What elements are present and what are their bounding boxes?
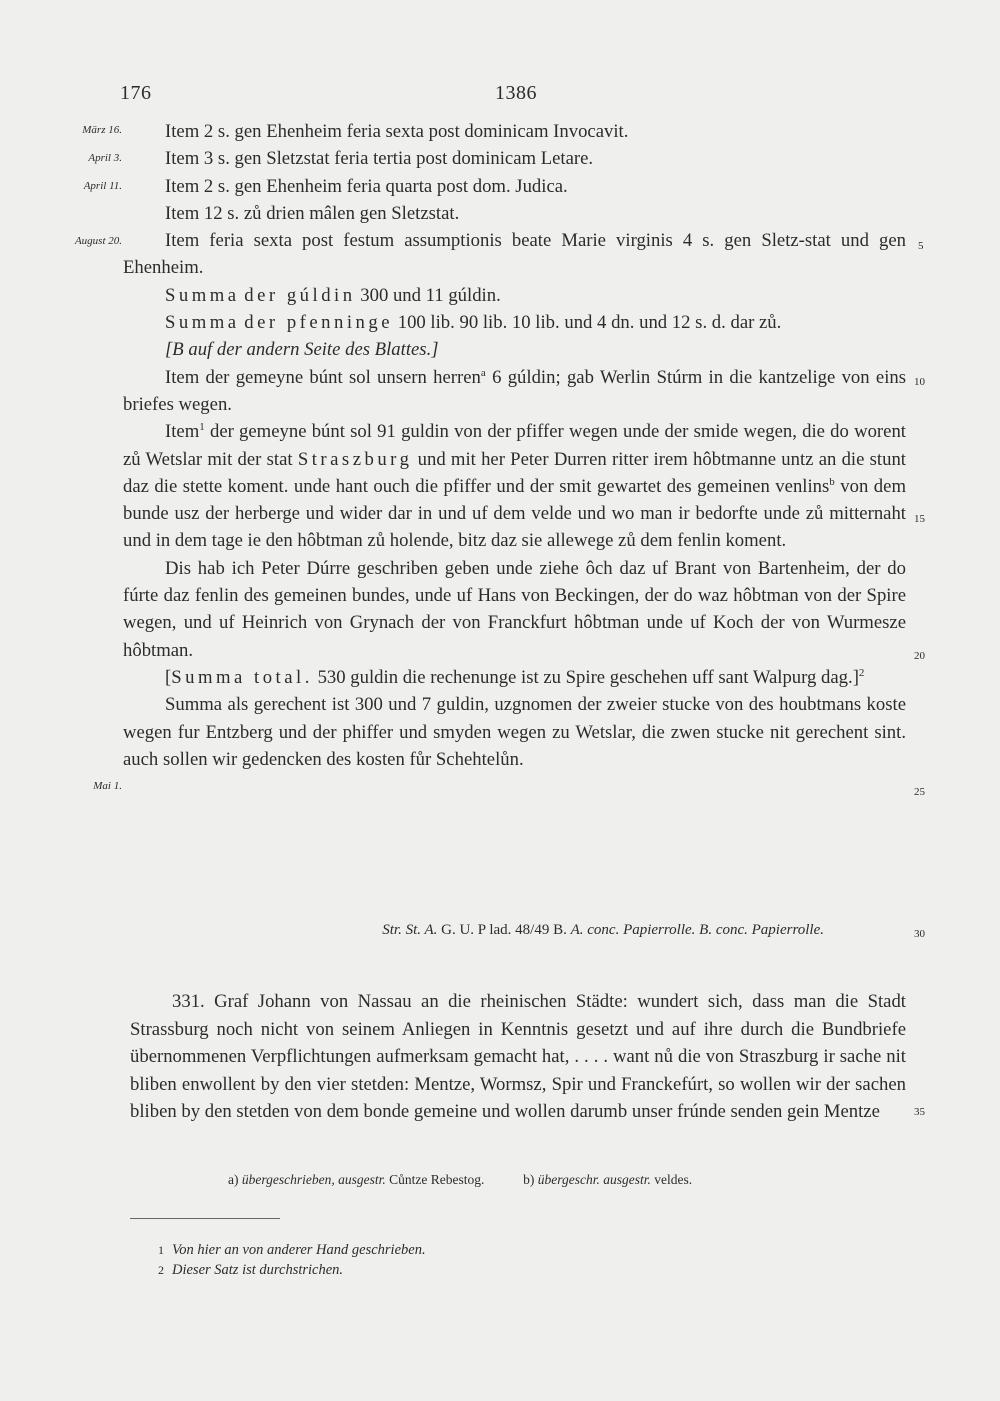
- margin-date: April 3.: [88, 152, 122, 164]
- city-name: Straszburg: [297, 448, 413, 470]
- footnote-divider: [130, 1218, 280, 1219]
- footnote-text: Von hier an von anderer Hand geschrieben.: [172, 1242, 426, 1258]
- note-ref: 1: [199, 421, 205, 434]
- archive-abbrev: Str. St. A.: [382, 922, 438, 938]
- note-text: Cůntze Rebestog.: [389, 1172, 485, 1187]
- year-heading: 1386: [495, 82, 537, 104]
- line-number: 5: [918, 240, 924, 252]
- note-text: veldes.: [654, 1172, 693, 1187]
- entry-text: Graf Johann von Nassau an die rheinischen Städte: wundert sich, dass man die Stadt Strassburg noch nicht von seinem Anliegen in Kenntnis gesetzt und auf ihre durch die Bundbriefe übernommenen Verpflichtungen aufmerksam gemacht hat, . . . . want nů die von Straszburg ir sache nit bliben enwollent by den vier stetden: Mentze, Wormsz, Spir und Franckefúrt, so wollen wir der sachen bliben by den stetden von dem bonde gemeine und wollen darumb unser frúnde senden gein Mentze: [130, 991, 906, 1122]
- guldin-amount: 300 und 11 gúldin.: [360, 284, 501, 306]
- entry-paragraph: [130, 988, 906, 1126]
- paragraph: [123, 664, 906, 691]
- editorial-bracket: [B auf der andern Seite des Blattes.]: [165, 339, 439, 361]
- summa-pfenninge: [123, 309, 906, 336]
- item-line: Item 2 s. gen Ehenheim feria sexta post dominicam Invocavit.: [165, 121, 629, 142]
- footnote: [158, 1260, 426, 1280]
- text-run: und mit her Peter Durren ritter irem hôbtmanne untz an die stunt daz die stette koment. unde hant ouch die pfiffer und der smit gewartet des gemeinen venlins: [123, 448, 906, 497]
- summa-total: Summa total.: [171, 666, 313, 688]
- note-ref: b: [829, 475, 835, 488]
- footnotes: [158, 1240, 426, 1280]
- main-text: [123, 118, 906, 773]
- entry-number: 331.: [172, 991, 205, 1012]
- page-number: 176: [120, 82, 152, 104]
- paragraph: [123, 418, 906, 554]
- pfenninge-word: der pfenninge: [244, 312, 394, 334]
- textual-notes: [228, 1172, 692, 1188]
- summa-guldin: [123, 282, 906, 309]
- note-label: b): [523, 1172, 535, 1187]
- margin-date: August 20.: [74, 235, 122, 247]
- footnote-number: 1: [158, 1243, 164, 1257]
- archive-shelfmark: G. U. P lad. 48/49 B.: [437, 922, 571, 938]
- text-run: Item der gemeyne búnt sol unsern herren: [165, 366, 481, 388]
- footnote-text: Dieser Satz ist durchstrichen.: [172, 1262, 344, 1278]
- line-number: 15: [914, 513, 925, 525]
- note-ref: a: [480, 366, 486, 379]
- summa-word: Summa: [165, 284, 240, 306]
- margin-date: Mai 1.: [93, 780, 122, 792]
- footnote: [158, 1240, 426, 1260]
- line-number: 20: [914, 650, 925, 662]
- item-line: Item feria sexta post festum assumptionis beate Marie virginis 4 s. gen Sletz-stat und gen Ehenheim.: [123, 230, 906, 279]
- text-run: der gemeyne búnt sol 91 guldin von der pfiffer wegen unde der smide wegen, die do worent zů Wetslar mit der stat: [123, 421, 906, 470]
- note-italic: übergeschrieben, ausgestr.: [241, 1172, 386, 1187]
- line-number: 35: [914, 1106, 925, 1118]
- note-italic: übergeschr. ausgestr.: [537, 1172, 651, 1187]
- margin-date: April 11.: [83, 180, 122, 192]
- paragraph: Summa als gerechent ist 300 und 7 guldin, uzgnomen der zweier stucke von des houbtmans koste wegen fur Entzberg und der phiffer und smyden wegen zu Wetslar, die zwen stucke nit gerechent sint. auch sollen wir gedencken des kosten fůr Schehtelůn.: [123, 694, 906, 770]
- archive-description: A. conc. Papierrolle. B. conc. Papierrolle.: [570, 922, 824, 938]
- pfenninge-amount: 100 lib. 90 lib. 10 lib. und 4 dn. und 12 s. d. dar zů.: [397, 312, 782, 334]
- source-citation: [123, 922, 906, 939]
- item-line: Item 3 s. gen Sletzstat feria tertia post dominicam Letare.: [165, 148, 594, 170]
- paragraph: Dis hab ich Peter Dúrre geschriben geben unde ziehe ôch daz uf Brant von Bartenheim, der do fúrte daz fenlin des gemeinen bundes, unde uf Hans von Beckingen, der do waz hôbtman von der Spire wegen, und uf Heinrich von Grynach der von Franckfurt hôbtman unde uf Koch der von Wurmesze hôbtman.: [123, 557, 906, 661]
- line-number: 10: [914, 376, 925, 388]
- entry-331: [130, 988, 906, 1126]
- margin-date: März 16.: [82, 124, 122, 136]
- item-line: Item 2 s. gen Ehenheim feria quarta post dom. Judica.: [165, 175, 568, 197]
- item-line: Item 12 s. zů drien mâlen gen Sletzstat.: [165, 202, 460, 224]
- line-number: 30: [914, 928, 925, 940]
- footnote-number: 2: [158, 1263, 164, 1277]
- note-ref: 2: [858, 666, 865, 679]
- text-run: von dem bunde usz der herberge und wider dar in und uf dem velde und wo man ir bedorfte unde zů mitternaht und in dem tage ie den hôbtman zů holende, bitz daz sie allewege zů dem fenlin koment.: [123, 475, 906, 552]
- text-run: 530 guldin die rechenunge ist zu Spire geschehen uff sant Walpurg dag.]: [312, 666, 859, 688]
- text-run: [: [165, 666, 172, 688]
- guldin-word: der gúldin: [244, 284, 356, 306]
- text-run: Item: [165, 421, 200, 443]
- summa-word: Summa: [165, 312, 240, 334]
- paragraph: [123, 364, 906, 419]
- line-number: 25: [914, 786, 925, 798]
- note-label: a): [228, 1172, 239, 1187]
- text-run: 6 gúldin; gab Werlin Stúrm in die kantzelige von eins briefes wegen.: [123, 366, 906, 415]
